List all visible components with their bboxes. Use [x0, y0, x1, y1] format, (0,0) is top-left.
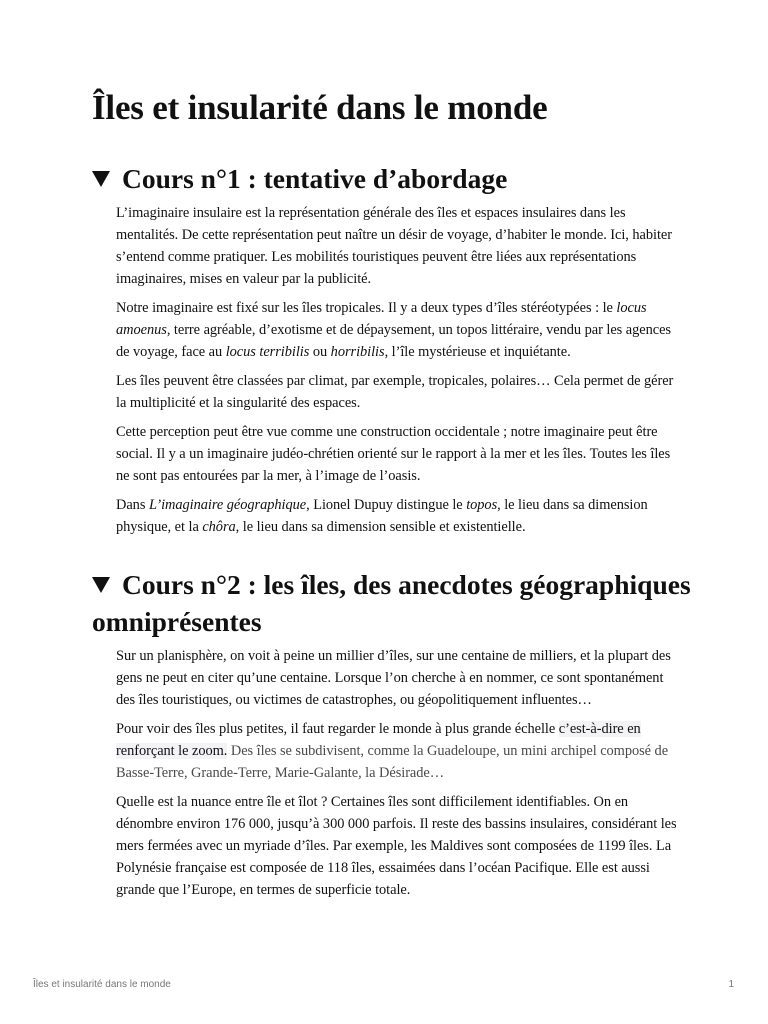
- paragraph: [116, 718, 680, 784]
- text-run: , Lionel Dupuy distingue le: [306, 497, 467, 513]
- text-run: , l’île mystérieuse et inquiétante.: [384, 344, 571, 360]
- text-run: Dans: [116, 497, 149, 513]
- text-run: , le lieu dans sa dimension physique, et la: [116, 497, 648, 535]
- text-run: Sur un planisphère, on voit à peine un millier d’îles, sur une centaine de milliers, et la plupart des gens ne peut en citer qu’une centaine. Lorsque l’on cherche à en nommer, ce sont spontanément des îles touristiques, ou victimes de catastrophes, ou géopolitiquement influentes…: [116, 648, 671, 708]
- text-run: , terre agréable, d’exotisme et de dépaysement, un topos littéraire, vendu par les agences de voyage, face au: [116, 322, 671, 360]
- italic-text-run: locus amoenus: [116, 300, 647, 338]
- paragraph: [116, 421, 680, 487]
- text-run: Pour voir des îles plus petites, il faut regarder le monde à plus grande échelle: [116, 721, 559, 737]
- text-run: L’imaginaire insulaire est la représentation générale des îles et espaces insulaires dans les mentalités. De cette représentation peut naître un désir de voyage, d’habiter le monde. Ici, habiter s’entend comme pratiquer. Les mobilités touristiques peuvent être liées aux représentations imaginaires, mises en valeur par la publicité.: [116, 205, 673, 287]
- collapse-triangle-icon[interactable]: [92, 577, 110, 593]
- text-run: , le lieu dans sa dimension sensible et existentielle.: [235, 519, 526, 535]
- section-heading-cours-1: [92, 160, 692, 197]
- text-run: Cette perception peut être vue comme une construction occidentale ; notre imaginaire peut être social. Il y a un imaginaire judéo-chrétien orienté sur le rapport à la mer et les îles. Toutes les îles ne sont pas entourées par la mer, à l’image de l’oasis.: [116, 424, 671, 484]
- text-run: Les îles peuvent être classées par climat, par exemple, tropicales, polaires… Cela permet de gérer la multiplicité et la singularité des espaces.: [116, 373, 674, 411]
- text-run: Des îles se subdivisent, comme la Guadeloupe, un mini archipel composé de Basse-Terre, Grande-Terre, Marie-Galante, la Désirade…: [116, 743, 669, 781]
- paragraph: [116, 791, 680, 901]
- paragraph: [116, 370, 680, 414]
- italic-text-run: horribilis: [330, 344, 385, 360]
- italic-text-run: locus terribilis: [225, 344, 310, 360]
- paragraph: [116, 202, 680, 290]
- text-run: Quelle est la nuance entre île et îlot ? Certaines îles sont difficilement identifiables. On en dénombre environ 176 000, jusqu’à 300 000 parfois. Il reste des bassins insulaires, considérant les mers fermées avec un myriade d’îles. Par exemple, les Maldives sont composées de 1199 îles. La Polynésie française est composée de 118 îles, essaimées dans l’océan Pacifique. Elle est aussi grande que l’Europe, en termes de superficie totale.: [116, 794, 677, 898]
- italic-text-run: chôra: [202, 519, 236, 535]
- italic-text-run: L’imaginaire géographique: [148, 497, 307, 513]
- section-heading-label: Cours n°1 : tentative d’abordage: [122, 163, 508, 194]
- text-run: Notre imaginaire est fixé sur les îles tropicales. Il y a deux types d’îles stéréotypées : le: [116, 300, 617, 316]
- section-body-cours-1: [116, 202, 680, 545]
- section-heading-cours-2: [92, 566, 692, 640]
- footer-title: Îles et insularité dans le monde: [33, 979, 171, 990]
- collapse-triangle-icon[interactable]: [92, 171, 110, 187]
- section-body-cours-2: [116, 645, 680, 908]
- page-title: Îles et insularité dans le monde: [92, 88, 548, 127]
- paragraph: [116, 645, 680, 711]
- italic-text-run: topos: [466, 497, 498, 513]
- page-number: 1: [728, 979, 734, 990]
- paragraph: [116, 494, 680, 538]
- section-heading-label: Cours n°2 : les îles, des anecdotes géographiques omniprésentes: [92, 569, 691, 637]
- text-run: ou: [309, 344, 331, 360]
- paragraph: [116, 297, 680, 363]
- text-run: c’est-à-dire en renforçant le zoom.: [116, 721, 641, 759]
